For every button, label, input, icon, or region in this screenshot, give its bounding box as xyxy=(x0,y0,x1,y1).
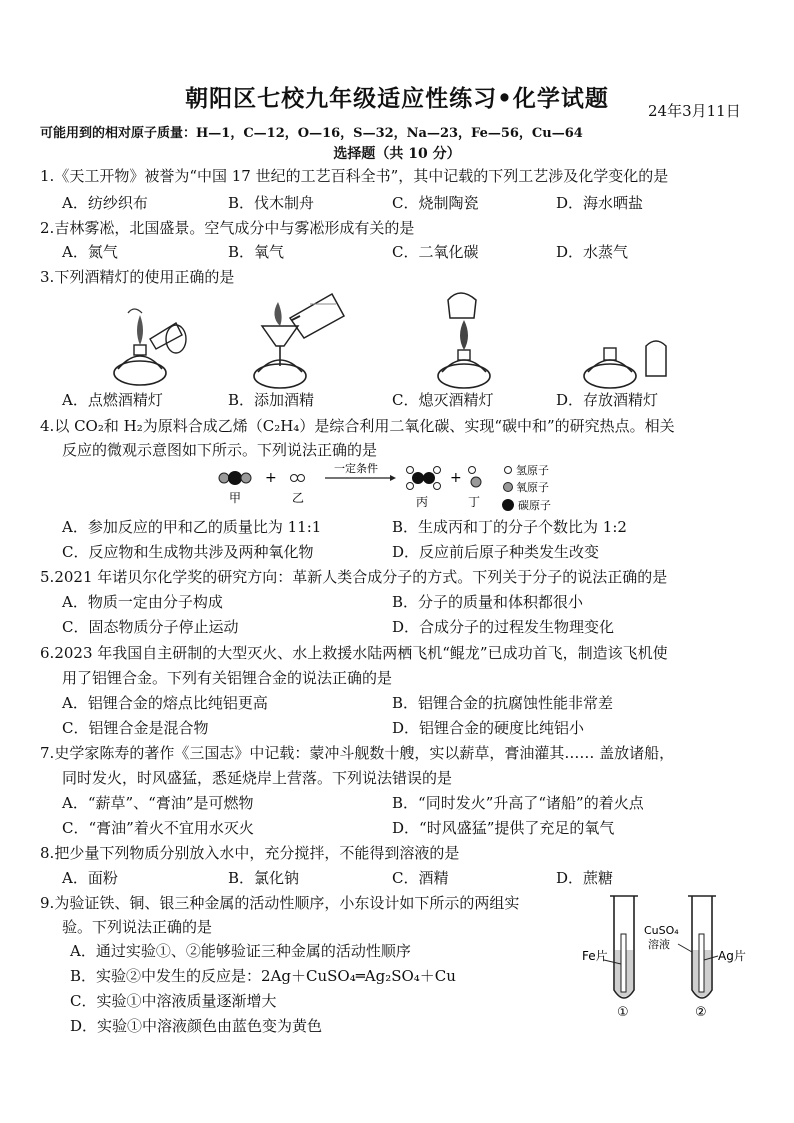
cuso4-label: CuSO₄ xyxy=(644,924,679,937)
q9-option-c[interactable]: C．实验①中溶液质量逐渐增大 xyxy=(70,992,277,1010)
q5-option-b[interactable]: B．分子的质量和体积都很小 xyxy=(392,593,584,611)
question-1: 1.《天工开物》被誉为“中国 17 世纪的工艺百科全书”，其中记载的下列工艺涉及化学变化的是 xyxy=(40,167,669,185)
question-6-line2: 用了铝锂合金。下列有关铝锂合金的说法正确的是 xyxy=(62,669,393,687)
question-6: 6.2023 年我国自主研制的大型灭火、水上救援水陆两栖飞机“鲲龙”已成功首飞，制造该飞机使 xyxy=(40,644,668,662)
q9-option-a[interactable]: A．通过实验①、②能够验证三种金属的活动性顺序 xyxy=(70,942,411,960)
label-jia: 甲 xyxy=(229,491,242,505)
ag-label: Ag片 xyxy=(718,949,746,963)
label-bing: 丙 xyxy=(416,495,429,509)
q4-option-d[interactable]: D．反应前后原子种类发生改变 xyxy=(392,543,600,561)
reaction-diagram xyxy=(210,460,580,516)
q6-option-c[interactable]: C．铝锂合金是混合物 xyxy=(62,719,209,737)
question-4: 4.以 CO₂和 H₂为原料合成乙烯（C₂H₄）是综合利用二氧化碳、实现“碳中和”的研究热点。相关 xyxy=(40,417,675,435)
label-ding: 丁 xyxy=(468,495,481,509)
q7-option-d[interactable]: D．“时风盛猛”提供了充足的氧气 xyxy=(392,819,615,837)
lamp-d-illustration xyxy=(570,318,680,393)
question-5: 5.2021 年诺贝尔化学奖的研究方向：革新人类合成分子的方式。下列关于分子的说法正确的是 xyxy=(40,568,668,586)
q3-option-a[interactable]: A．点燃酒精灯 xyxy=(62,391,163,409)
q2-option-b[interactable]: B．氧气 xyxy=(228,243,285,261)
q4-option-b[interactable]: B．生成丙和丁的分子个数比为 1:2 xyxy=(392,518,627,536)
q8-option-b[interactable]: B．氯化钠 xyxy=(228,869,300,887)
section-title: 选择题（共 10 分） xyxy=(333,146,461,162)
tube-1-label: ① xyxy=(617,1005,629,1020)
question-8: 8.把少量下列物质分别放入水中，充分搅拌，不能得到溶液的是 xyxy=(40,844,460,862)
q9-option-b[interactable]: B．实验②中发生的反应是：2Ag＋CuSO₄═Ag₂SO₄＋Cu xyxy=(70,967,456,985)
q6-option-d[interactable]: D．铝锂合金的硬度比纯铝小 xyxy=(392,719,585,737)
q3-option-d[interactable]: D．存放酒精灯 xyxy=(556,391,659,409)
q5-option-d[interactable]: D．合成分子的过程发生物理变化 xyxy=(392,618,615,636)
q5-option-a[interactable]: A．物质一定由分子构成 xyxy=(62,593,223,611)
question-7: 7.史学家陈寿的著作《三国志》中记载：蒙冲斗舰数十艘，实以薪草，膏油灌其…… 盖放诸船， xyxy=(40,744,675,762)
q3-option-b[interactable]: B．添加酒精 xyxy=(228,391,315,409)
legend-hydrogen: 氢原子 xyxy=(516,464,549,477)
legend-oxygen: 氧原子 xyxy=(516,481,549,494)
q9-option-d[interactable]: D．实验①中溶液颜色由蓝色变为黄色 xyxy=(70,1017,323,1035)
label-yi: 乙 xyxy=(292,491,305,505)
fe-label: Fe片 xyxy=(582,949,608,963)
q6-option-a[interactable]: A．铝锂合金的熔点比纯铝更高 xyxy=(62,694,268,712)
plus-1: + xyxy=(265,470,277,486)
q5-option-c[interactable]: C．固态物质分子停止运动 xyxy=(62,618,239,636)
q2-option-c[interactable]: C．二氧化碳 xyxy=(392,243,479,261)
q3-option-c[interactable]: C．熄灭酒精灯 xyxy=(392,391,494,409)
q4-option-a[interactable]: A．参加反应的甲和乙的质量比为 11:1 xyxy=(62,518,322,536)
q7-option-c[interactable]: C．“膏油”着火不宜用水灭火 xyxy=(62,819,254,837)
q8-option-c[interactable]: C．酒精 xyxy=(392,869,449,887)
question-2: 2.吉林雾凇，北国盛景。空气成分中与雾凇形成有关的是 xyxy=(40,219,415,237)
legend-carbon: 碳原子 xyxy=(518,499,551,512)
lamp-c-illustration xyxy=(420,288,530,393)
exam-date: 24年3月11日 xyxy=(648,102,741,120)
page-title: 朝阳区七校九年级适应性练习•化学试题 xyxy=(185,85,609,112)
question-4-line2: 反应的微观示意图如下所示。下列说法正确的是 xyxy=(62,441,378,459)
question-9-line2: 验。下列说法正确的是 xyxy=(62,918,213,936)
q1-option-b[interactable]: B．伐木制舟 xyxy=(228,194,315,212)
lamp-b-illustration xyxy=(240,288,370,393)
solution-label: 溶液 xyxy=(648,938,670,951)
q8-option-d[interactable]: D．蔗糖 xyxy=(556,869,614,887)
reaction-condition: 一定条件 xyxy=(334,462,378,475)
tube-2-label: ② xyxy=(695,1005,707,1020)
q1-option-a[interactable]: A．纺纱织布 xyxy=(62,194,148,212)
q2-option-a[interactable]: A．氮气 xyxy=(62,243,118,261)
q7-option-b[interactable]: B．“同时发火”升高了“诸船”的着火点 xyxy=(392,794,644,812)
question-9: 9.为验证铁、铜、银三种金属的活动性顺序，小东设计如下所示的两组实 xyxy=(40,894,520,912)
q1-option-c[interactable]: C．烧制陶瓷 xyxy=(392,194,479,212)
q6-option-b[interactable]: B．铝锂合金的抗腐蚀性能非常差 xyxy=(392,694,614,712)
q4-option-c[interactable]: C．反应物和生成物共涉及两种氧化物 xyxy=(62,543,314,561)
test-tube-diagram xyxy=(578,890,778,1020)
atomic-masses: 可能用到的相对原子质量：H—1，C—12，O—16，S—32，Na—23，Fe—56，Cu—64 xyxy=(40,126,583,141)
lamp-a-illustration xyxy=(90,295,210,390)
question-3: 3.下列酒精灯的使用正确的是 xyxy=(40,268,235,286)
q8-option-a[interactable]: A．面粉 xyxy=(62,869,118,887)
plus-2: + xyxy=(450,470,462,486)
question-7-line2: 同时发火，时风盛猛，悉延烧岸上营落。下列说法错误的是 xyxy=(62,769,453,787)
q2-option-d[interactable]: D．水蒸气 xyxy=(556,243,629,261)
q7-option-a[interactable]: A．“薪草”、“膏油”是可燃物 xyxy=(62,794,254,812)
q1-option-d[interactable]: D．海水晒盐 xyxy=(556,194,644,212)
